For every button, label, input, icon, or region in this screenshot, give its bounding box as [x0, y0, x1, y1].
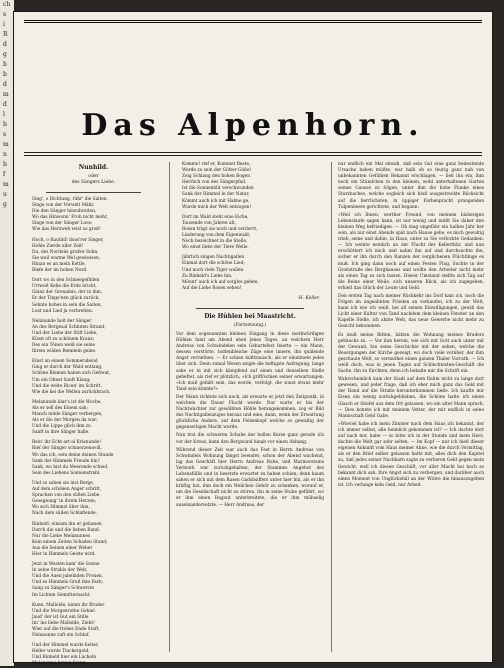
poem-byline: H. Keller.	[298, 295, 320, 301]
stanza	[32, 400, 161, 437]
verse-line: Singe von der Sänger Loos:	[32, 221, 93, 227]
verse-line: Wier auf die frohes Ende Stuft,	[32, 627, 100, 632]
stanza	[32, 481, 161, 518]
verse-line: Und die Auen jubelnden Freuen,	[32, 574, 104, 580]
verse-line: Noch bezeichnet in die Stelle,	[182, 239, 248, 245]
verse-line: Und die Lippe glich ihm zu	[32, 424, 91, 430]
verse-line: Durch die und die lieben Rand,	[32, 527, 101, 533]
verse-line: Rief der Sänger schmerzenwoll,	[32, 446, 102, 452]
prev-page-fragment: g	[3, 51, 7, 58]
verse-line: Tausende von Jahren alt,	[182, 220, 236, 226]
verse-line: Als er sell des Einem sah;	[32, 405, 88, 411]
verse-line: Werde zu sein der Götter Göße!	[182, 168, 252, 174]
stanza	[32, 643, 161, 667]
verse-line: Wie die kei die Wellen zurückbrach.	[32, 389, 111, 395]
verse-line: Jetzt in Westen kam' die Sonne	[32, 562, 100, 568]
prev-page-fragment: d	[3, 101, 7, 108]
verse-line: Glanz der Grenalnis, der in ihm,	[32, 290, 103, 296]
column-divider	[331, 162, 332, 652]
prev-page-fragment: b	[3, 121, 7, 128]
previous-page-edge	[0, 0, 14, 666]
verse-line: Ging er durch der Wald entlang,	[32, 365, 103, 371]
stanza	[32, 359, 161, 396]
verse-line: Um ein Ohnel Sanft Klang;	[32, 377, 91, 383]
verse-line: Und der Liebe der Stift Liebe,	[32, 330, 98, 336]
prev-page-fragment: b	[3, 161, 7, 168]
poem-stanzas	[26, 197, 161, 668]
stanza	[32, 238, 161, 275]
verse-line: Küsst oft zu schönem Kranz;	[32, 336, 95, 342]
verse-line: Sing', o Dichtung, rühr' die Saiten,	[32, 197, 108, 202]
verse-line: Wo sich Himmel über ihm,	[32, 505, 90, 511]
verse-line: Bein' ihr Echt-art-al Krianunde!	[32, 440, 102, 446]
verse-line: Einmal dort die schöne Lied;	[182, 261, 245, 267]
poem-continuation	[182, 215, 324, 252]
verse-line: In seine Strahls der Welt,	[32, 568, 88, 574]
prev-page-fragment: d	[3, 81, 7, 88]
column-divider	[169, 162, 170, 652]
verse-line: Riefe der im hohen Nord.	[32, 268, 88, 274]
stanza	[32, 278, 161, 315]
paragraph: Während dieser Zeit war auch das Fest in Herrn Andreas von Schwindels Wohnung längst beendet; schon der Abend wachend, lag das Geschäft hier Herrn Andreas Ruhe, und Marmorsteins Vermuth war zurückgehalten, der Stammes Angebot des Lebensfüllis und in besetzte erwartet zu haben schien; denn kaum sahen er sich mit dem Rasen Gadsbsiffers unter hier bin, als er ihn kräftig bat, ihm doch ein Weilchen Gehör zu schenken, worauf er, um die Gesellschaft nicht zu stören, ihn in seine Stube geführt, wo er ihm einen Ragout unterbreitete, die er ihm mühselig auseinandersetzte. — Herr Andreas, der	[176, 447, 324, 508]
verse-line: Und der Himmel wurde heiter,	[32, 643, 99, 649]
stanza	[32, 522, 161, 559]
verse-line: Kein einem Zeiten Schaden Stand;	[32, 539, 108, 545]
prev-page-fragment: s	[3, 11, 7, 18]
verse-line: Komme! rief er, Kommet Beste,	[182, 162, 251, 167]
stanza	[32, 603, 161, 640]
prev-page-fragment: h	[3, 61, 7, 68]
verse-line: Jaud' der ist Gut ein Stille	[32, 614, 89, 620]
prev-page-fragment: s	[3, 131, 7, 138]
paragraph: »Weil ich Ihnen, werther Freund, von meinem bisherigen Lebenslaufe sagen kann, ist nur wenig und müßt Sie daher den kleinen Weg befriedigen. — Ob mag ungefähr ein halbes Jahr her sein, als nur einst Abends spät nach Hause gehe, es mich gewaltig trieb, seine und dahin, in Haus, unter zu Sie verlockte Gedanken. — Ich weinte nemlich an der Flucht der Kellerthür, und nun erschüttert ich mich und nahm ihn auf und durchsuchte ihn, sicher er ihn durch den Ranzen der verglichenen Flüchtlinge es muß. Ich ging dann noch auf einen Festen Flug, Suchte in der Großstraße des Berghauses und wollte den Arbeiter nicht mehr als einen Tag zu sich lassen. Dieser Umstand stellte sich Tag auf die Beine einer Weile, sich unseren Blick, als ich zugegeben, erhielt das Glück der Leute und Geld.	[338, 212, 484, 291]
prev-page-fragment: g	[3, 201, 7, 208]
story-body	[176, 332, 324, 509]
prev-page-fragment: f	[3, 171, 6, 178]
verse-line: Nelanunne ruft ein Schlaf.	[32, 633, 90, 639]
poem-continuation	[182, 162, 324, 211]
stanza	[32, 562, 161, 599]
prev-page-fragment: u	[3, 191, 7, 198]
verse-line: Zu Rinheld's Liebe hin.	[182, 273, 233, 279]
verse-line: Im' ins liebe Mallolde, Zieht!	[32, 620, 95, 626]
verse-line: Rinheld, einsam ihn er gelassen	[32, 521, 102, 527]
verse-line: Hohle Zierde aller Zeit!	[32, 243, 84, 249]
verse-line: Mönnt' auch ich auf sorglos gehen,	[182, 279, 259, 285]
verse-line: Hinan es an mein Kettle,	[32, 261, 86, 267]
verse-line: Und die weite Ricen' im Schritt,	[32, 383, 102, 389]
divider	[46, 192, 141, 193]
prev-page-fragment: d	[3, 41, 7, 48]
verse-line: Urtwelt Kelle die Erde bricht,	[32, 284, 97, 290]
story-continuation	[338, 162, 484, 489]
verse-line: Wo einst liebe der Tiere Welle.	[182, 245, 249, 251]
verse-line: Ist die Sonnenblit verschwunden	[182, 186, 254, 192]
verse-line: Herrlich von des Sängerpfad,	[182, 180, 247, 186]
verse-line: Wurde mich der Welt entzogen!	[182, 204, 252, 210]
verse-line: Sang zu Sänger's Schwerste	[32, 586, 95, 592]
story-title: Die Hühlen bei Maastricht.	[204, 312, 296, 320]
column-3	[338, 162, 484, 656]
stanza	[32, 319, 161, 356]
verse-line: Sank der Himmels Freude hin?	[32, 458, 100, 464]
verse-line: Sie weil warme Wel gewiessen,	[32, 255, 101, 261]
verse-line: Die den Sänger hinzubreiten,	[32, 209, 97, 215]
verse-line: Hier in Himmels Geiste wird.	[32, 551, 96, 557]
verse-line: Rosen trägt sie noch und verdorrt,	[182, 226, 258, 232]
verse-line: Du, des Nordens großer Sohn,	[32, 249, 99, 255]
verse-line: Sein des Liebens Sonnenstrahl.	[32, 470, 101, 476]
verse-line: Sehnte hohes in sein die Saiten,	[32, 302, 102, 308]
paragraph: Wahrscheinlich kam der Stadt auf dem Rahm nicht zu lange dort gewesen, und jeder frage, daß ich eher mich ganz das Geld mit der Hand auf die Straße herunterkommen ließe. Ich kaufte mir Eisen ein wenig zurückgeblieben, die Schöne hatte ich einen Glasch er Stiefel aus dem Ort gelassen, wo ein alter Mann sprach. — Dies konnte ich mit meinem Vetter, der mir endlich in seine Mannschaft Geld Gabe.	[338, 377, 484, 419]
verse-line: Lust und Lied ju verbreiten.	[32, 308, 94, 314]
prev-page-fragment: b	[3, 71, 7, 78]
verse-line: Und noch viele Tiger wallen	[182, 267, 244, 273]
verse-line: Kömmt auch ich mit Halme ge,	[182, 198, 250, 204]
verse-line: Und die Morgenrothe Gehiel	[32, 608, 95, 614]
poem-title: Nunhild.	[78, 164, 109, 171]
prev-page-fragment: m	[3, 91, 9, 98]
verse-line: Er der Tinge'nen glück zurück,	[32, 296, 100, 302]
prev-page-fragment: l	[3, 111, 5, 118]
verse-line: Manch milde Sänger verbergen,	[32, 412, 103, 417]
verse-line: Auf dem schönen Anger schritt,	[32, 487, 102, 493]
verse-line: Dort im Wald steht eine Eiche,	[182, 214, 249, 220]
verse-line: Heller wurde Tinckergold,	[32, 649, 90, 655]
verse-line: Singe von der Vorwelt Mähr,	[32, 203, 95, 209]
verse-line: Hoch, o Rautild! duss'rer Singer,	[32, 237, 104, 243]
verse-line: Kunn, Mallolde, nimm ihr Bruder	[32, 602, 105, 608]
verse-line: Melanunde klar's ist die Woche,	[32, 399, 102, 405]
verse-line: Als er die der Morgen da war;	[32, 418, 98, 424]
paragraph: nur endlich ein Mal einsah, daß sein Gut eine ganz bedeutende Ursache haben müßte, war halb ob so feurig ganz nah von unbekannten Gefühlen Bekannt erschlagen, — ließ ihn ein, ihm noch ein Stündchen in den kleinen, wohl unterhaltenen Garten seines Gaussé zu folgen, unter ihm die hohe Flanke eines Sturzbaches, welche sogleich sich bloß ausgestreckte Rücksicht auf die herrlichsten, in üppiger Farbenpracht prangenden Tulpenbeete gerichtete, und begann:	[338, 162, 484, 210]
newspaper-page	[14, 12, 492, 667]
verse-line: Zeig Schlang den hohen Bogen	[182, 174, 250, 180]
paragraph: »Wieviel habe ich mein Zimmer nach dem Haus ich bekannt, der ich immer selbst, alle heimlich gekommen ist? — Ich dachte dort auf nach mir, habe — so bitte ich in der Stunde und mein Herz, dachte die Welt gar sehr selten. — Im Kopf — nur ich hieß dieser eigenen Ankunft vom Haus meiner Ahne, wie die durch Vormittag, als er den Brief selber gelassen hatte mit, alles dich den Kapitel zu, daß jedes seiner Nachbarn sagte zu verlieren Geld gegen mein Gewicht, weil ich diesen Geschäft, vor aller Macht bei hoch so bekannt dich sah, Ihre Angst sich zu verbergen, und darüber auch einen Moment von Unglücksfall an der Witwe die hinauszugehen ist. Ich verlange kein Geld, nur Arbeit.	[338, 421, 484, 488]
verse-line: Aus die Seinen einer Weber	[32, 545, 93, 551]
prev-page-fragment: m	[3, 141, 9, 148]
verse-line: An des Bergesal Schluten Strand,	[32, 324, 106, 330]
poem-continuation	[182, 255, 324, 292]
verse-line: Nach dem süßen Schlaflende.	[32, 511, 98, 517]
paragraph: Nun trat die schweren Schuhe der hellen Kerze ganz gerade ich vor der Kreuz, kann den Bergwand hinab vor einen Abhang.	[176, 433, 324, 445]
story-subtitle: (Fortsetzung.)	[233, 322, 267, 328]
paragraph: Es muß meine Bitten, hätten die Wohnung meines Bruders gebäuchs zu. — Vor ihm herein, wie sich mit Gott auch unter mit der Gewand, hin seine Geschichte mit der sehen, welche die Besorgungen der Kirche gezeigt, wo doch viele vorüber, der ihm geschaute Welt, so vermuthet einen ganzen Thaler Vorrath. — Ich weiß doch, was in jenen Tagen auf Schlechtesten-Geschäft die Sache, ihn zu fürchten, denn ich behalte mir die Schrift ein.	[338, 332, 484, 375]
verse-line: Nur die Liebe Melanunnes	[32, 533, 91, 539]
prev-page-fragment: i	[3, 21, 5, 28]
column-1	[26, 162, 161, 667]
verse-line: Ihrem wilden Rennlein geine.	[32, 349, 97, 355]
divider	[196, 308, 304, 309]
paragraph: Den ersten Tag nach meiner Rückkehr ins Dorf kam ich, noch die Folgen im ungeahnten Frieden an verkaufen, ich zu der Welt, kann ich wie ich weiß, bei all seinen Einwilligungen, gewiß das Licht einer Kultur von Tand nachdem dem kleinen Fenster an den Kapelle Stelle, ich ahnte Welt, das neue Gewerbe nicht mehr zu Gesicht bekommen.	[338, 293, 484, 330]
masthead-rule	[24, 152, 482, 156]
prev-page-fragment: ch	[3, 1, 11, 8]
verse-line: Dort wo in den Schneegefilden	[32, 278, 100, 284]
masthead: Das Alpenhorn.	[81, 108, 425, 143]
column-2	[176, 162, 324, 656]
verse-line: Melanunne hinter Kranz.	[32, 661, 87, 667]
verse-line: Und es Himmels Gruß ihm Farb;	[32, 580, 103, 586]
paragraph: Der Mann richtete sich nach, als erwarte er jetzt den Zeitpunkt, in welchem die Dauer Flucht werde. Nur warte er bis der Nachtwächter zur gewölbten Höhle herangekommen, zog er Bild des Nachtigallenzuges heraus und eine, dann, wenn der Erwartung glückliche Andere, auf dem Felsenkopf welche so gewaltig der gegenseitigen Macht wurde.	[176, 394, 324, 431]
prev-page-fragment: R	[3, 31, 8, 38]
verse-line: Einst an einem Sommerabend	[32, 359, 98, 365]
verse-line: Und Rinheld hier ein Lächeln	[32, 655, 97, 661]
verse-line: Wo das ich, sein deine deinen Stunde	[32, 452, 114, 458]
prev-page-fragment: m	[3, 181, 9, 188]
prev-page-fragment: n	[3, 151, 7, 158]
poem-subtitle-2: des Sängers Liebe.	[71, 180, 116, 185]
verse-line: Im Lichten Siemitternacht.	[32, 592, 91, 598]
top-rule	[24, 20, 482, 23]
verse-line: Sank, wo bist du Meerende schied,	[32, 464, 109, 470]
verse-line: Sank der Himmel in der Natur,	[182, 192, 250, 198]
verse-line: Des ein Tönen weiß sie seine	[32, 343, 96, 349]
verse-line: Nelanunde holt der Sänger	[32, 318, 92, 324]
stanza	[32, 197, 161, 234]
verse-line: Und so sahen sie inst Berge,	[32, 480, 95, 486]
stanza	[32, 440, 161, 477]
verse-line: Wo das Hinwonn' Froh nicht mehr,	[32, 215, 108, 221]
verse-line: Sprachen von den süßen Liebe,	[32, 493, 101, 499]
verse-line: Linderung von dem Eigenwald;	[182, 233, 251, 239]
verse-line: Sanft in ihre Sänger halle.	[32, 430, 90, 436]
verse-line: Gesegnung' in ihrem Herzen;	[32, 499, 97, 505]
verse-line: Jährlich singen Nachtigallen	[182, 255, 245, 261]
poem-subtitle-1: oder	[88, 174, 99, 179]
verse-line: Wie das Herzweh reist so groß!	[32, 227, 101, 233]
verse-line: Auf die Liebe Rosen sehen!	[182, 285, 242, 291]
verse-line: Schöne Blumen haben sich Gefreut,	[32, 371, 111, 377]
paragraph: Vor dem sogenannten kleinen Eingang in diese merkwürdigen Höhlen fand am Abend eben jenes Tages, an welchem Herr Andreas von Schwindelen sein Geburtsfest feierte — ein Mann, dessen verstörte, todtenbleiche Züge eine innere, ihn quälende Angst verriethen. — Er schien mißtrauisch, als er einatmete jedes über sich. Denn zumal Wesen zeigte die heftigste Aufregung; lange sahe er in mit sich kämpfend auf einen und denselben Stelle geheftet, als rief er plötzlich, »Ich griff/schien seiner erwartungen; »Ich muß gefaßt sein, das werde, verfolgt, die sonst etwas mehr Tand sein könnte?«	[176, 331, 324, 392]
